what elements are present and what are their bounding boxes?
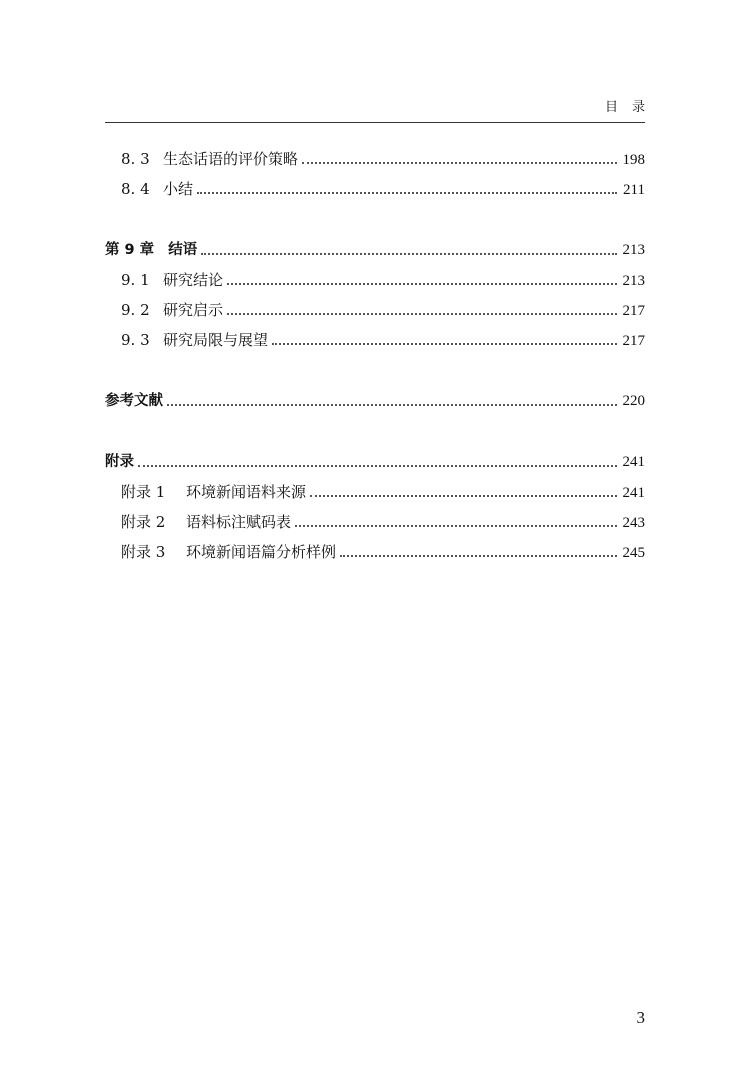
- toc-entry-chapter-9[interactable]: [105, 235, 645, 265]
- toc-entry-9-2[interactable]: [105, 295, 645, 325]
- chapter-title: 结语: [168, 242, 198, 258]
- page-number: 213: [622, 242, 645, 258]
- section-number: 9. 2: [121, 301, 150, 319]
- section-title: 小结: [163, 180, 194, 198]
- dot-leader: [197, 192, 617, 194]
- chapter-title: 附录: [105, 454, 134, 470]
- dot-leader: [167, 404, 617, 406]
- page-number: 198: [622, 152, 645, 168]
- page-number: 241: [622, 485, 645, 501]
- chapter-title: 参考文献: [105, 393, 163, 409]
- dot-leader: [201, 253, 616, 255]
- page-number: 245: [622, 545, 645, 561]
- section-number: 8. 4: [121, 180, 150, 198]
- page-number: 243: [622, 515, 645, 531]
- page-number: 211: [623, 182, 645, 198]
- dot-leader: [227, 283, 616, 285]
- dot-leader: [227, 313, 616, 315]
- page-folio: 3: [636, 1008, 645, 1027]
- appendix-number: 附录 1: [121, 483, 166, 501]
- appendix-number: 附录 3: [121, 543, 166, 561]
- toc-entry-8-3[interactable]: [105, 144, 645, 174]
- toc-entry-appendix[interactable]: [105, 447, 645, 477]
- page-number: 217: [622, 333, 645, 349]
- appendix-number: 附录 2: [121, 513, 166, 531]
- toc-entry-9-3[interactable]: [105, 325, 645, 355]
- page-number: 213: [622, 273, 645, 289]
- toc-entry-appendix-3[interactable]: [105, 537, 645, 567]
- header-rule: [105, 122, 645, 123]
- section-title: 研究结论: [163, 271, 224, 289]
- toc-entry-appendix-1[interactable]: [105, 477, 645, 507]
- appendix-title: 环境新闻语料来源: [186, 483, 307, 501]
- page-number: 217: [622, 303, 645, 319]
- appendix-title: 语料标注赋码表: [186, 513, 292, 531]
- page-number: 241: [622, 454, 645, 470]
- dot-leader: [310, 495, 616, 497]
- dot-leader: [340, 555, 616, 557]
- dot-leader: [295, 525, 616, 527]
- toc-entry-appendix-2[interactable]: [105, 507, 645, 537]
- section-title: 研究启示: [163, 301, 224, 319]
- toc-entry-9-1[interactable]: [105, 265, 645, 295]
- section-number: 8. 3: [121, 150, 150, 168]
- chapter-number: 第 9 章: [105, 242, 155, 258]
- toc-entry-references[interactable]: [105, 386, 645, 416]
- toc-entry-8-4[interactable]: [105, 174, 645, 204]
- dot-leader: [302, 162, 616, 164]
- section-number: 9. 3: [121, 331, 150, 349]
- section-number: 9. 1: [121, 271, 150, 289]
- dot-leader: [138, 465, 617, 467]
- running-head: 目录: [604, 100, 659, 115]
- page-number: 220: [622, 393, 645, 409]
- dot-leader: [272, 343, 616, 345]
- appendix-title: 环境新闻语篇分析样例: [186, 543, 337, 561]
- table-of-contents: [105, 144, 645, 567]
- section-title: 生态话语的评价策略: [163, 150, 299, 168]
- section-title: 研究局限与展望: [163, 331, 269, 349]
